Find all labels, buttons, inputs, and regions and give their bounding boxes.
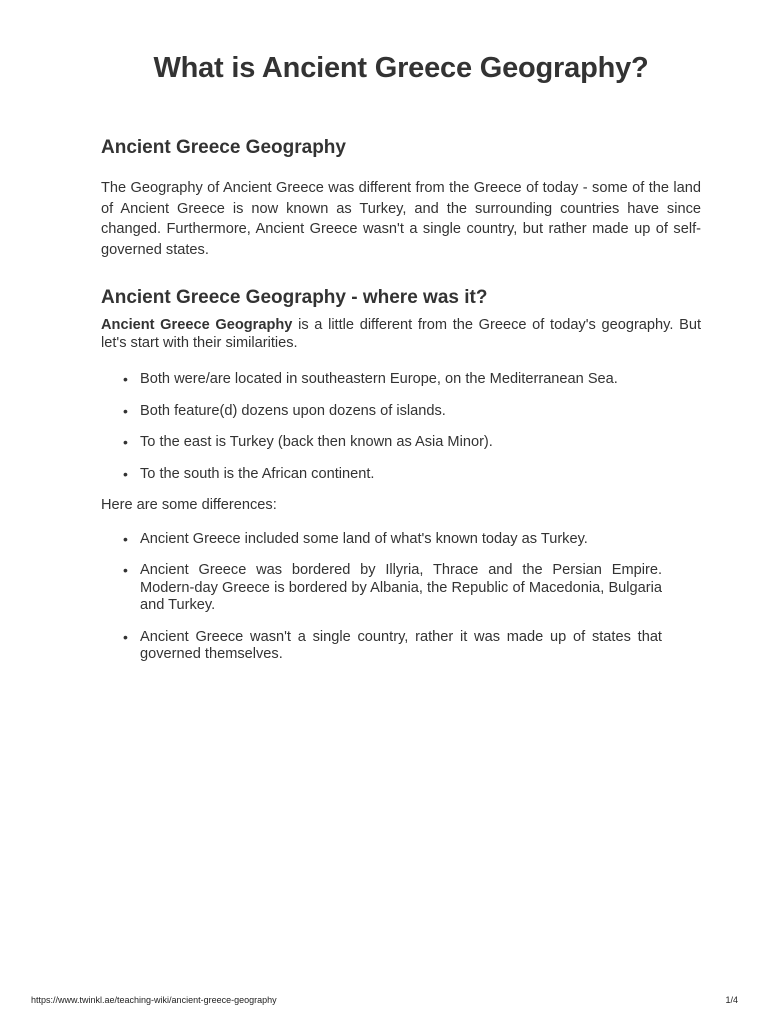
- overview-paragraph: The Geography of Ancient Greece was different from the Greece of today - some of the land of Ancient Greece is now known as Turkey, and the surrounding countries have since changed. Furthermore, Ancient Greece wasn't a single country, but rather made up of self-governed states.: [101, 180, 701, 258]
- list-item-text: Both were/are located in southeastern Europe, on the Mediterranean Sea.: [140, 371, 618, 387]
- intro-bold-term: Ancient Greece Geography: [101, 317, 293, 333]
- list-item: [101, 629, 662, 664]
- list-item: [101, 434, 662, 452]
- intro-text: is a little different from the Greece of today's geography. But let's start with their similarities.: [101, 317, 701, 351]
- bullet-icon: •: [123, 402, 128, 419]
- list-item: [101, 562, 662, 615]
- differences-list: [101, 531, 701, 664]
- list-item-text: Ancient Greece was bordered by Illyria, Thrace and the Persian Empire. Modern-day Greece is bordered by Albania, the Republic of Macedonia, Bulgaria and Turkey.: [140, 562, 662, 613]
- footer-url: https://www.twinkl.ae/teaching-wiki/ancient-greece-geography: [31, 995, 277, 1005]
- list-item-text: To the south is the African continent.: [140, 465, 375, 482]
- similarities-list: [101, 371, 701, 483]
- bullet-icon: •: [123, 465, 128, 482]
- bullet-icon: •: [123, 434, 128, 450]
- bullet-icon: •: [123, 371, 128, 387]
- section-heading-overview: Ancient Greece Geography: [101, 137, 346, 158]
- list-item: [101, 403, 662, 421]
- list-item: [101, 371, 662, 389]
- page-number: 1/4: [725, 995, 738, 1005]
- list-item-text: To the east is Turkey (back then known as Asia Minor).: [140, 434, 493, 450]
- bullet-icon: •: [123, 562, 128, 578]
- bullet-icon: •: [123, 628, 128, 645]
- location-intro-paragraph: [101, 317, 701, 352]
- bullet-icon: •: [123, 530, 128, 547]
- list-item-text: Ancient Greece wasn't a single country, rather it was made up of states that governed themselves.: [140, 628, 662, 662]
- article-body: [101, 136, 701, 678]
- page-title: What is Ancient Greece Geography?: [153, 52, 649, 84]
- differences-intro: Here are some differences:: [101, 497, 277, 513]
- list-item-text: Both feature(d) dozens upon dozens of islands.: [140, 402, 446, 419]
- list-item-text: Ancient Greece included some land of what's known today as Turkey.: [140, 530, 588, 547]
- section-heading-location: Ancient Greece Geography - where was it?: [101, 287, 488, 308]
- list-item: [101, 531, 662, 549]
- list-item: [101, 466, 662, 484]
